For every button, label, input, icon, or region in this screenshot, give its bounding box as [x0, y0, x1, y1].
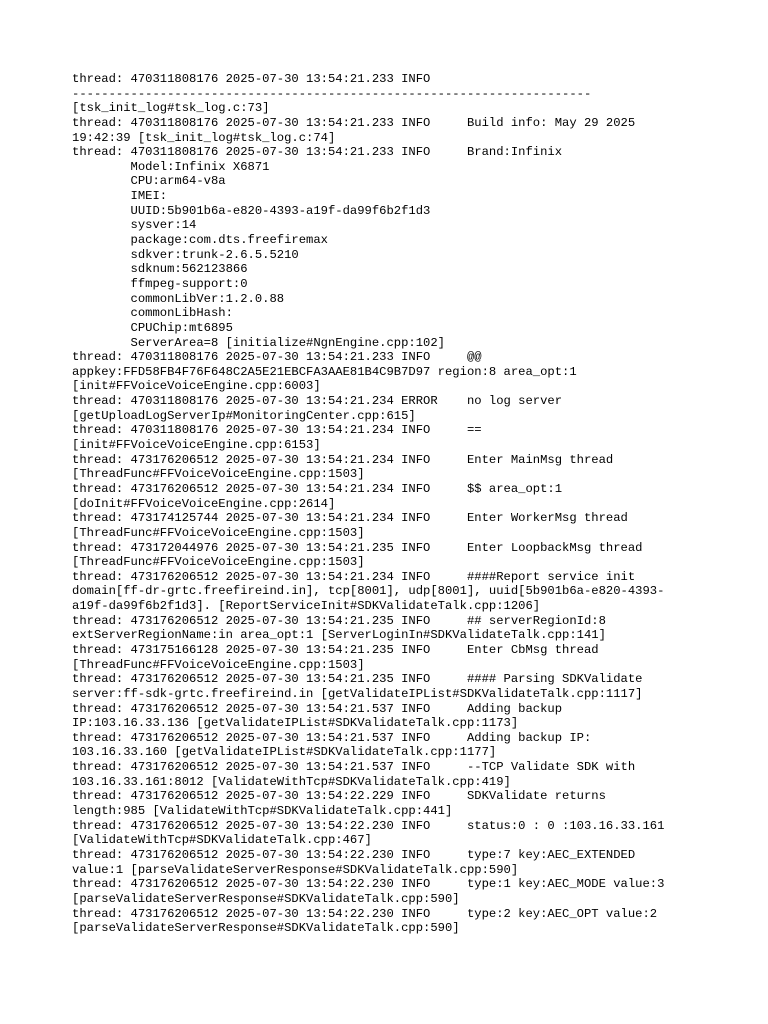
- log-line: ffmpeg-support:0: [72, 276, 248, 291]
- log-line: thread: 473174125744 2025-07-30 13:54:21.234 INFO Enter WorkerMsg thread: [72, 511, 628, 526]
- log-line: server:ff-sdk-grtc.freefireind.in [getValidateIPList#SDKValidateTalk.cpp:1117]: [72, 686, 643, 701]
- log-line: 103.16.33.161:8012 [ValidateWithTcp#SDKValidateTalk.cpp:419]: [72, 774, 511, 789]
- log-line: [ValidateWithTcp#SDKValidateTalk.cpp:467]: [72, 833, 372, 848]
- log-line: thread: 470311808176 2025-07-30 13:54:21.233 INFO Brand:Infinix: [72, 145, 563, 160]
- log-line: [parseValidateServerResponse#SDKValidateTalk.cpp:590]: [72, 891, 460, 906]
- log-line: Model:Infinix X6871: [72, 159, 270, 174]
- log-document: [72, 72, 732, 952]
- log-line: domain[ff-dr-grtc.freefireind.in], tcp[8001], udp[8001], uuid[5b901b6a-e820-4393-: [72, 584, 665, 599]
- log-line: length:985 [ValidateWithTcp#SDKValidateTalk.cpp:441]: [72, 804, 453, 819]
- log-line: thread: 473176206512 2025-07-30 13:54:21.234 INFO $$ area_opt:1: [72, 481, 563, 496]
- log-line: commonLibVer:1.2.0.88: [72, 291, 285, 306]
- log-line: [init#FFVoiceVoiceEngine.cpp:6153]: [72, 438, 321, 453]
- log-line: [init#FFVoiceVoiceEngine.cpp:6003]: [72, 379, 321, 394]
- log-line: 19:42:39 [tsk_init_log#tsk_log.c:74]: [72, 130, 336, 145]
- log-line: thread: 470311808176 2025-07-30 13:54:21.234 ERROR no log server: [72, 394, 563, 409]
- log-line: thread: 473176206512 2025-07-30 13:54:21.537 INFO --TCP Validate SDK with: [72, 760, 636, 775]
- log-line: ServerArea=8 [initialize#NgnEngine.cpp:102]: [72, 335, 445, 350]
- log-line: CPU:arm64-v8a: [72, 174, 226, 189]
- log-line: sysver:14: [72, 218, 197, 233]
- log-line: value:1 [parseValidateServerResponse#SDKValidateTalk.cpp:590]: [72, 862, 519, 877]
- log-line: thread: 473172044976 2025-07-30 13:54:21.235 INFO Enter LoopbackMsg thread: [72, 540, 643, 555]
- log-line: thread: 470311808176 2025-07-30 13:54:21.233 INFO @@: [72, 350, 482, 365]
- log-line: thread: 473176206512 2025-07-30 13:54:22.230 INFO type:1 key:AEC_MODE value:3: [72, 877, 665, 892]
- log-line: [ThreadFunc#FFVoiceVoiceEngine.cpp:1503]: [72, 467, 365, 482]
- log-line: a19f-da99f6b2f1d3]. [ReportServiceInit#SDKValidateTalk.cpp:1206]: [72, 599, 541, 614]
- log-line: IP:103.16.33.136 [getValidateIPList#SDKValidateTalk.cpp:1173]: [72, 716, 519, 731]
- log-line: package:com.dts.freefiremax: [72, 233, 328, 248]
- log-line: thread: 470311808176 2025-07-30 13:54:21.233 INFO: [72, 72, 431, 86]
- log-line: thread: 473176206512 2025-07-30 13:54:21.537 INFO Adding backup: [72, 701, 563, 716]
- log-line: [tsk_init_log#tsk_log.c:73]: [72, 101, 270, 116]
- log-line: appkey:FFD58FB4F76F648C2A5E21EBCFA3AAE81B4C9B7D97 region:8 area_opt:1: [72, 364, 577, 379]
- log-line: thread: 470311808176 2025-07-30 13:54:21.234 INFO ==: [72, 423, 482, 438]
- log-line: -----------------------------------------------------------------------: [72, 86, 592, 101]
- log-line: thread: 473176206512 2025-07-30 13:54:21.235 INFO #### Parsing SDKValidate: [72, 672, 643, 687]
- log-line: [ThreadFunc#FFVoiceVoiceEngine.cpp:1503]: [72, 525, 365, 540]
- log-line: thread: 470311808176 2025-07-30 13:54:21.233 INFO Build info: May 29 2025: [72, 115, 636, 130]
- log-line: [ThreadFunc#FFVoiceVoiceEngine.cpp:1503]: [72, 555, 365, 570]
- log-line: thread: 473175166128 2025-07-30 13:54:21.235 INFO Enter CbMsg thread: [72, 642, 599, 657]
- log-line: thread: 473176206512 2025-07-30 13:54:22.230 INFO status:0 : 0 :103.16.33.161: [72, 818, 665, 833]
- log-line: [parseValidateServerResponse#SDKValidateTalk.cpp:590]: [72, 921, 460, 936]
- log-line: commonLibHash:: [72, 306, 233, 321]
- log-line: thread: 473176206512 2025-07-30 13:54:21.537 INFO Adding backup IP:: [72, 730, 592, 745]
- log-line: sdknum:562123866: [72, 262, 248, 277]
- log-line: [doInit#FFVoiceVoiceEngine.cpp:2614]: [72, 496, 336, 511]
- log-line: UUID:5b901b6a-e820-4393-a19f-da99f6b2f1d3: [72, 203, 431, 218]
- log-line: thread: 473176206512 2025-07-30 13:54:21.234 INFO Enter MainMsg thread: [72, 452, 614, 467]
- log-line: CPUChip:mt6895: [72, 320, 233, 335]
- log-line: thread: 473176206512 2025-07-30 13:54:22.230 INFO type:2 key:AEC_OPT value:2: [72, 906, 658, 921]
- log-line: thread: 473176206512 2025-07-30 13:54:22.229 INFO SDKValidate returns: [72, 789, 606, 804]
- log-line: IMEI:: [72, 189, 168, 204]
- log-line: extServerRegionName:in area_opt:1 [ServerLoginIn#SDKValidateTalk.cpp:141]: [72, 628, 606, 643]
- log-line: thread: 473176206512 2025-07-30 13:54:21.235 INFO ## serverRegionId:8: [72, 613, 606, 628]
- log-line: [getUploadLogServerIp#MonitoringCenter.cpp:615]: [72, 408, 416, 423]
- log-line: thread: 473176206512 2025-07-30 13:54:21.234 INFO ####Report service init: [72, 569, 636, 584]
- log-line: [ThreadFunc#FFVoiceVoiceEngine.cpp:1503]: [72, 657, 365, 672]
- log-line: sdkver:trunk-2.6.5.5210: [72, 247, 299, 262]
- log-line: thread: 473176206512 2025-07-30 13:54:22.230 INFO type:7 key:AEC_EXTENDED: [72, 847, 636, 862]
- log-line: 103.16.33.160 [getValidateIPList#SDKValidateTalk.cpp:1177]: [72, 745, 497, 760]
